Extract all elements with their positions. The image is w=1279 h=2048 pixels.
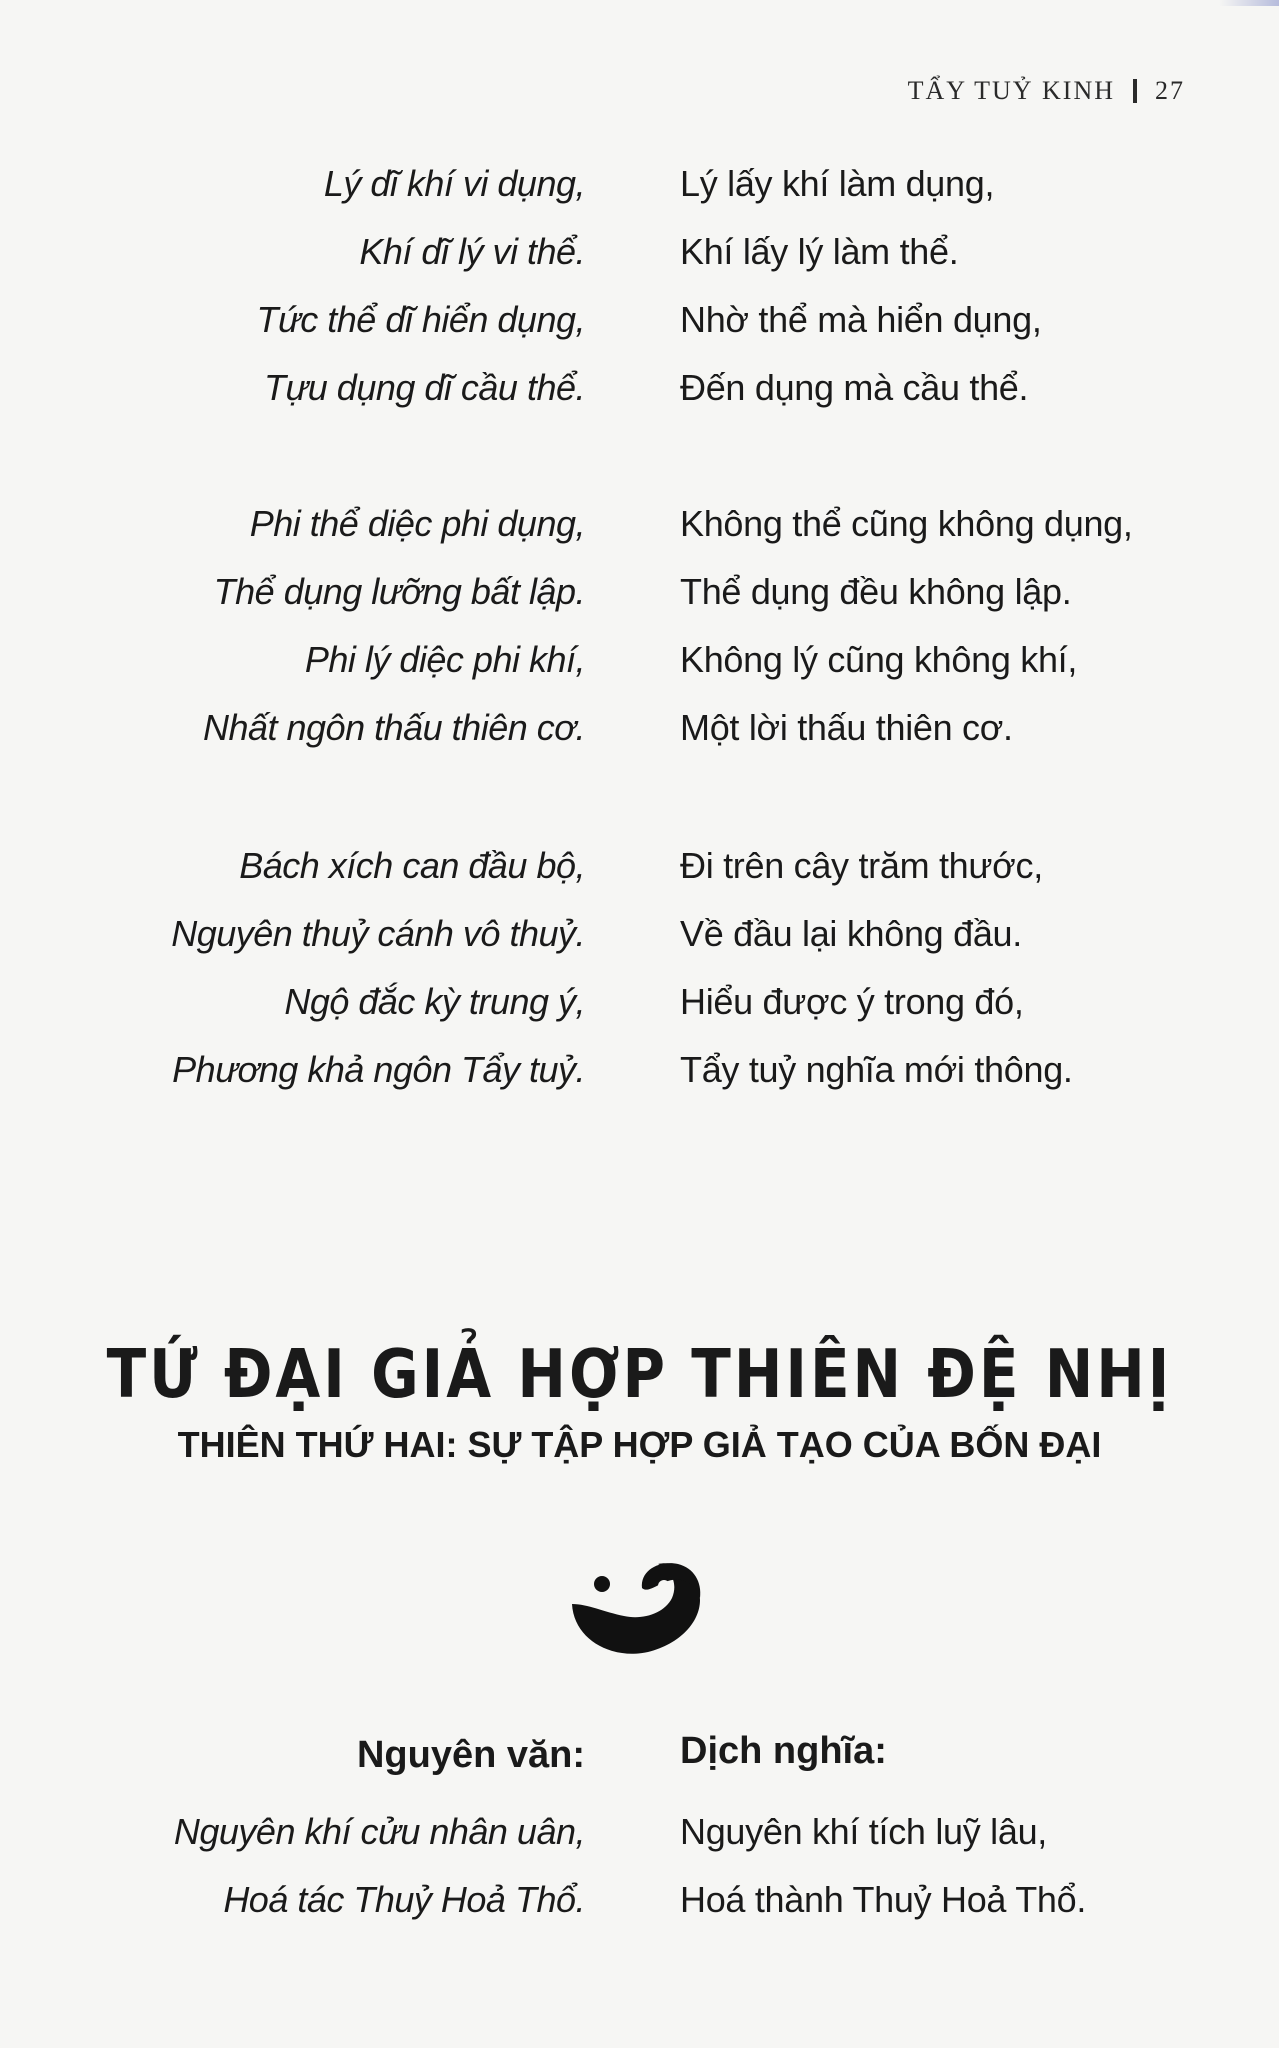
page-number: 27 [1155, 76, 1185, 105]
original-verse: Tựu dụng dĩ cầu thể. [263, 367, 585, 408]
poem-stanza-3 [0, 844, 1279, 1116]
poem-line [0, 162, 1279, 230]
original-text-heading: Nguyên văn: [356, 1734, 585, 1776]
poem-line [0, 502, 1279, 570]
translated-verse: Nhờ thể mà hiển dụng, [680, 299, 1042, 340]
translated-verse: Nguyên khí tích luỹ lâu, [680, 1811, 1048, 1852]
poem-line [0, 230, 1279, 298]
poem-line [0, 570, 1279, 638]
poem-stanza-1 [0, 162, 1279, 434]
original-verse: Tức thể dĩ hiển dụng, [256, 299, 585, 340]
poem-line [0, 912, 1279, 980]
translated-verse: Lý lấy khí làm dụng, [680, 163, 995, 204]
translation-heading: Dịch nghĩa: [680, 1730, 887, 1772]
original-verse: Nguyên khí cửu nhân uân, [173, 1811, 585, 1852]
translated-verse: Không lý cũng không khí, [680, 639, 1078, 680]
book-title: TẨY TUỶ KINH [907, 76, 1115, 105]
original-verse: Hoá tác Thuỷ Hoả Thổ. [223, 1879, 585, 1920]
poem-line [0, 298, 1279, 366]
poem-line [0, 366, 1279, 434]
section-title: TỨ ĐẠI GIẢ HỢP THIÊN ĐỆ NHỊ [106, 1334, 1173, 1414]
original-verse: Nhất ngôn thấu thiên cơ. [202, 707, 585, 748]
poem-line [0, 638, 1279, 706]
translated-verse: Đến dụng mà cầu thể. [680, 367, 1029, 408]
poem-stanza-4 [0, 1810, 1279, 1946]
original-verse: Nguyên thuỷ cánh vô thuỷ. [171, 913, 585, 954]
translated-verse: Hiểu được ý trong đó, [680, 981, 1024, 1022]
poem-line [0, 844, 1279, 912]
poem-line [0, 1048, 1279, 1116]
translated-verse: Một lời thấu thiên cơ. [680, 707, 1013, 748]
translated-verse: Khí lấy lý làm thể. [680, 231, 959, 272]
original-verse: Khí dĩ lý vi thể. [359, 231, 585, 272]
running-header [908, 76, 1185, 106]
original-verse: Phương khả ngôn Tẩy tuỷ. [172, 1049, 585, 1090]
translated-verse: Hoá thành Thuỷ Hoả Thổ. [680, 1879, 1087, 1920]
translated-verse: Về đầu lại không đầu. [680, 913, 1022, 954]
translated-verse: Tẩy tuỷ nghĩa mới thông. [680, 1049, 1073, 1090]
translated-verse: Thể dụng đều không lập. [680, 571, 1072, 612]
yin-yang-icon [568, 1560, 704, 1660]
original-verse: Bách xích can đầu bộ, [239, 845, 585, 886]
original-verse: Thể dụng lưỡng bất lập. [213, 571, 585, 612]
poem-stanza-2 [0, 502, 1279, 774]
translated-verse: Đi trên cây trăm thước, [680, 845, 1043, 886]
header-divider [1133, 79, 1137, 103]
original-verse: Ngộ đắc kỳ trung ý, [284, 981, 585, 1022]
poem-line [0, 706, 1279, 774]
original-verse: Phi lý diệc phi khí, [304, 639, 585, 680]
original-verse: Phi thể diệc phi dụng, [249, 503, 585, 544]
original-verse: Lý dĩ khí vi dụng, [323, 163, 585, 204]
poem-line [0, 980, 1279, 1048]
poem-line [0, 1878, 1279, 1946]
section-subtitle: THIÊN THỨ HAI: SỰ TẬP HỢP GIẢ TẠO CỦA BỐN ĐẠI [177, 1424, 1102, 1465]
page-edge [1219, 0, 1279, 6]
poem-line [0, 1810, 1279, 1878]
translated-verse: Không thể cũng không dụng, [680, 503, 1133, 544]
